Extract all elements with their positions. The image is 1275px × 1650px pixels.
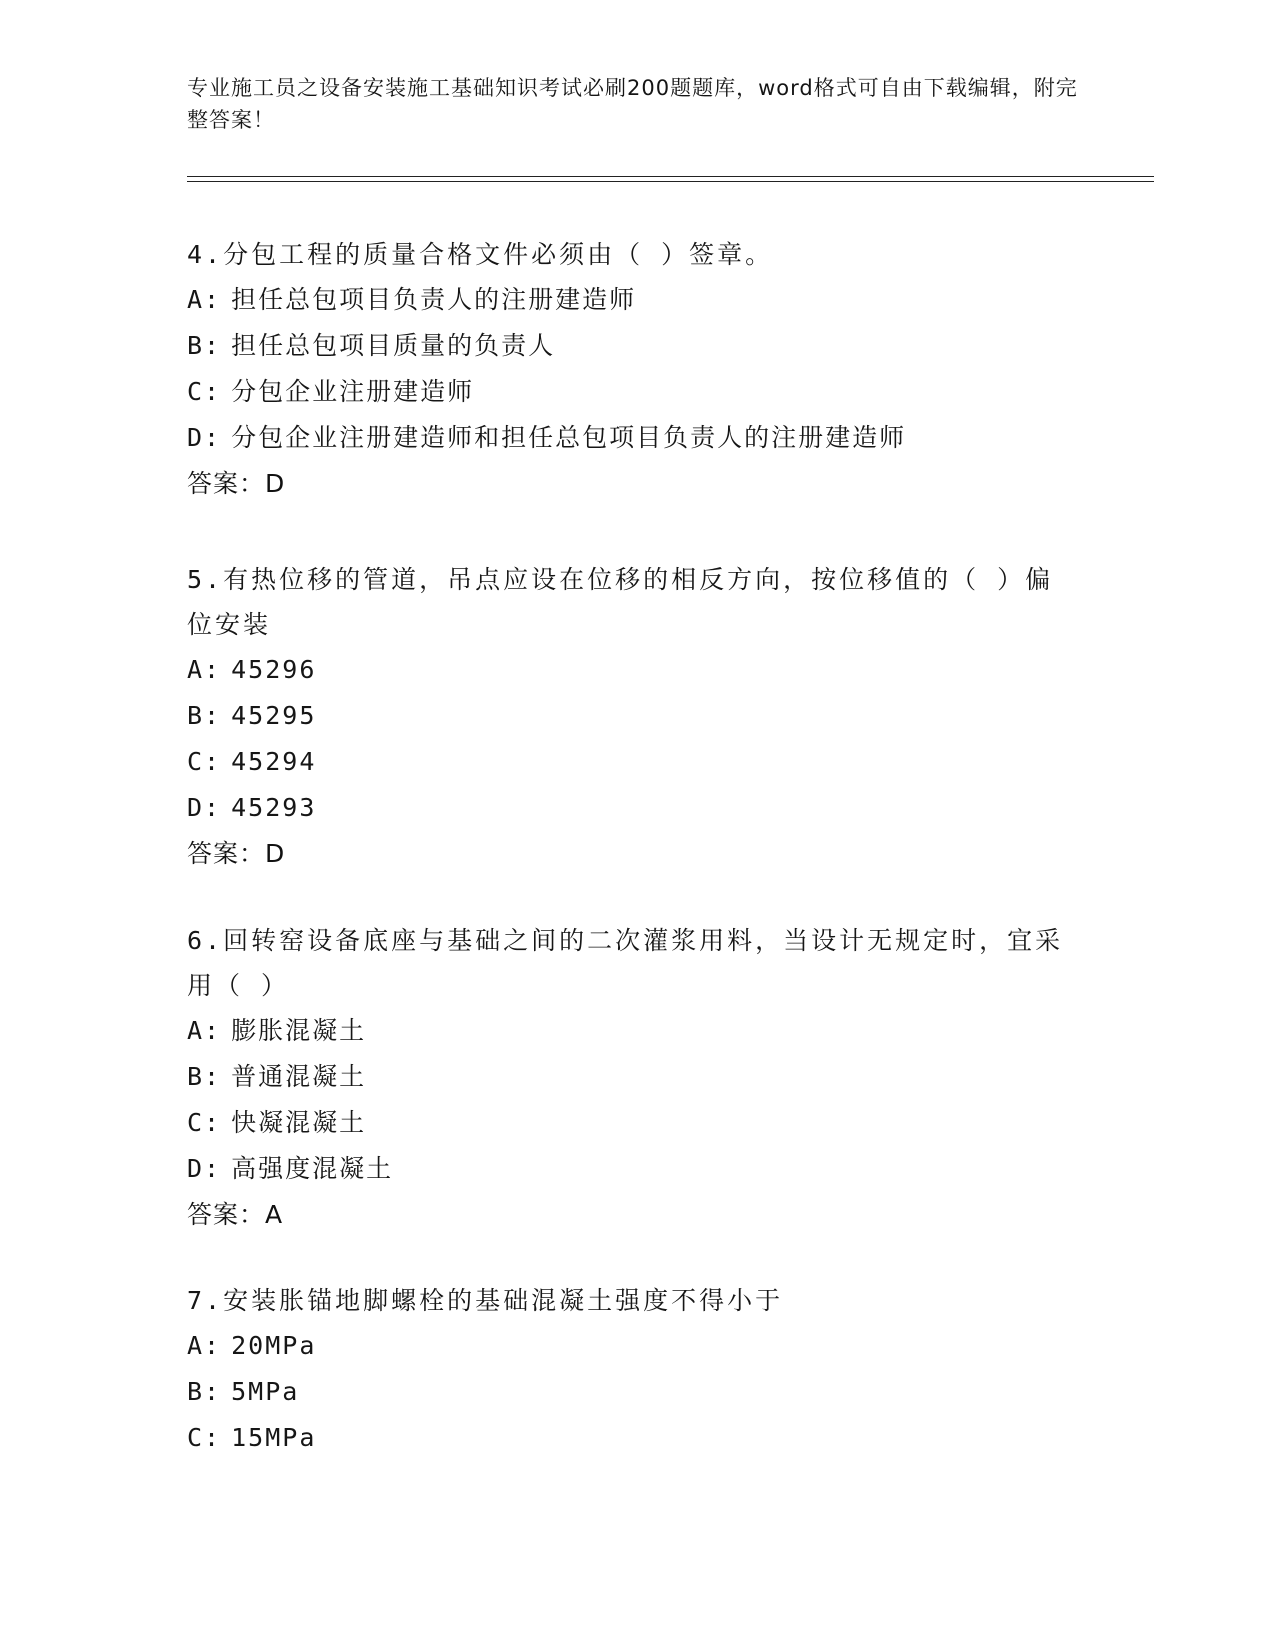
option-text: 膨胀混凝土 xyxy=(231,1016,367,1045)
option-text: 5MPa xyxy=(231,1377,300,1406)
option-letter: B: xyxy=(187,1377,222,1406)
option-b xyxy=(187,1369,1087,1415)
document-header: 专业施工员之设备安装施工基础知识考试必刷200题题库，word格式可自由下载编辑，附完整答案！ xyxy=(187,76,1078,132)
option-c xyxy=(187,1415,1087,1461)
option-a xyxy=(187,647,1087,693)
option-text: 分包企业注册建造师 xyxy=(231,377,475,406)
option-d xyxy=(187,785,1087,831)
option-text: 普通混凝土 xyxy=(231,1062,367,1091)
question-stem: 5.有热位移的管道，吊点应设在位移的相反方向，按位移值的（ ）偏位安装 xyxy=(187,565,1054,639)
option-b xyxy=(187,323,1087,369)
option-letter: C: xyxy=(187,1423,222,1452)
option-text: 担任总包项目质量的负责人 xyxy=(231,331,556,360)
option-a xyxy=(187,1323,1087,1369)
question-4 xyxy=(187,232,1087,507)
question-7 xyxy=(187,1278,1087,1461)
question-stem: 7.安装胀锚地脚螺栓的基础混凝土强度不得小于 xyxy=(187,1286,784,1315)
option-b xyxy=(187,1054,1087,1100)
option-text: 快凝混凝土 xyxy=(231,1108,367,1137)
question-5 xyxy=(187,557,1087,877)
option-a xyxy=(187,277,1087,323)
option-d xyxy=(187,1146,1087,1192)
option-b xyxy=(187,693,1087,739)
option-letter: A: xyxy=(187,285,222,314)
option-letter: A: xyxy=(187,1331,222,1360)
option-letter: C: xyxy=(187,377,222,406)
option-c xyxy=(187,739,1087,785)
option-c xyxy=(187,369,1087,415)
header-rule-bottom xyxy=(187,181,1154,182)
option-text: 担任总包项目负责人的注册建造师 xyxy=(231,285,637,314)
option-text: 分包企业注册建造师和担任总包项目负责人的注册建造师 xyxy=(231,423,907,452)
option-text: 45293 xyxy=(231,793,317,822)
header-rule-top xyxy=(187,176,1154,177)
option-text: 45295 xyxy=(231,701,317,730)
option-letter: C: xyxy=(187,747,222,776)
option-letter: A: xyxy=(187,655,222,684)
answer-line: 答案：A xyxy=(187,1200,284,1229)
question-stem: 6.回转窑设备底座与基础之间的二次灌浆用料，当设计无规定时，宜采用（ ） xyxy=(187,926,1064,1000)
option-letter: D: xyxy=(187,423,222,452)
option-text: 20MPa xyxy=(231,1331,317,1360)
option-letter: D: xyxy=(187,793,222,822)
question-stem: 4.分包工程的质量合格文件必须由（ ）签章。 xyxy=(187,240,774,269)
option-text: 45294 xyxy=(231,747,317,776)
option-letter: C: xyxy=(187,1108,222,1137)
option-text: 45296 xyxy=(231,655,317,684)
option-letter: B: xyxy=(187,331,222,360)
option-letter: D: xyxy=(187,1154,222,1183)
option-d xyxy=(187,415,1087,461)
question-6 xyxy=(187,918,1087,1238)
option-letter: B: xyxy=(187,701,222,730)
answer-line: 答案：D xyxy=(187,469,286,498)
option-a xyxy=(187,1008,1087,1054)
option-text: 高强度混凝土 xyxy=(231,1154,394,1183)
answer-line: 答案：D xyxy=(187,839,286,868)
option-letter: B: xyxy=(187,1062,222,1091)
option-letter: A: xyxy=(187,1016,222,1045)
option-text: 15MPa xyxy=(231,1423,317,1452)
option-c xyxy=(187,1100,1087,1146)
